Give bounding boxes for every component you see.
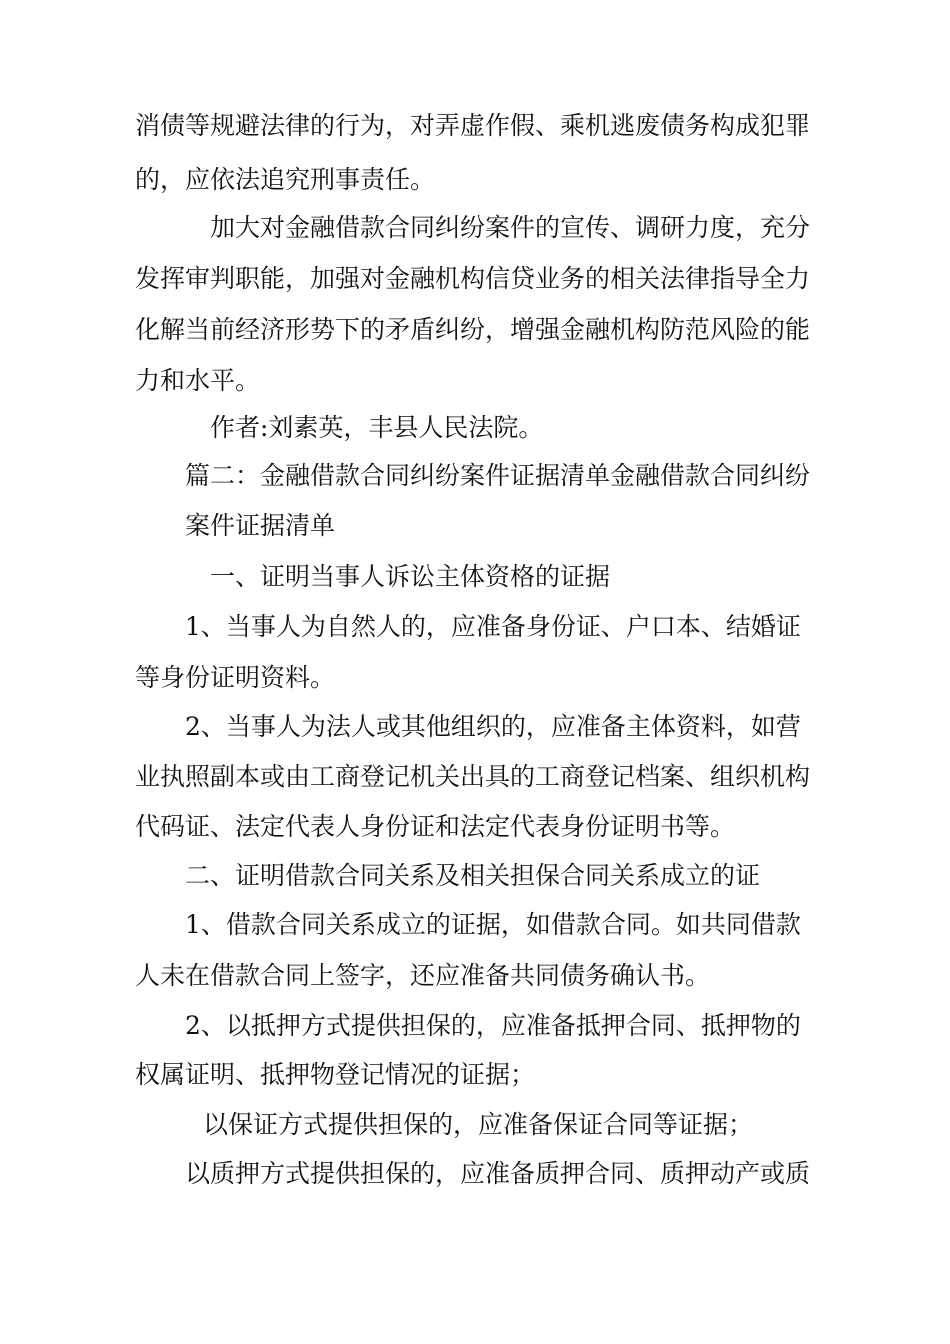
text-line: 1、借款合同关系成立的证据，如借款合同。如共同借款: [185, 910, 801, 939]
text-line: 以质押方式提供担保的，应准备质押合同、质押动产或质: [185, 1159, 811, 1188]
text-line: 一、证明当事人诉讼主体资格的证据: [210, 562, 611, 591]
text-line: 案件证据清单: [185, 511, 336, 540]
text-line: 1、当事人为自然人的，应准备身份证、户口本、结婚证: [185, 612, 801, 641]
text-line: 权属证明、抵押物登记情况的证据；: [135, 1060, 536, 1089]
text-line: 篇二：金融借款合同纠纷案件证据清单金融借款合同纠纷: [185, 461, 811, 490]
text-line: 的，应依法追究刑事责任。: [135, 165, 436, 194]
text-line: 人未在借款合同上签字，还应准备共同债务确认书。: [135, 961, 711, 990]
text-line: 业执照副本或由工商登记机关出具的工商登记档案、组织机构: [135, 762, 811, 791]
text-line: 等身份证明资料。: [135, 663, 336, 692]
text-line: 二、证明借款合同关系及相关担保合同关系成立的证: [185, 861, 761, 890]
text-line: 作者:刘素英，丰县人民法院。: [210, 413, 544, 442]
text-line: 代码证、法定代表人身份证和法定代表身份证明书等。: [135, 812, 736, 841]
text-line: 2、当事人为法人或其他组织的，应准备主体资料，如营: [185, 712, 801, 741]
text-line: 以保证方式提供担保的，应准备保证合同等证据；: [203, 1110, 754, 1139]
text-line: 加大对金融借款合同纠纷案件的宣传、调研力度，充分: [210, 213, 811, 242]
text-line: 化解当前经济形势下的矛盾纠纷，增强金融机构防范风险的能: [135, 315, 811, 344]
text-line: 发挥审判职能，加强对金融机构信贷业务的相关法律指导全力: [135, 264, 811, 293]
text-line: 消债等规避法律的行为，对弄虚作假、乘机逃废债务构成犯罪: [135, 111, 811, 140]
text-line: 2、以抵押方式提供担保的，应准备抵押合同、抵押物的: [185, 1011, 801, 1040]
text-line: 力和水平。: [135, 366, 261, 395]
